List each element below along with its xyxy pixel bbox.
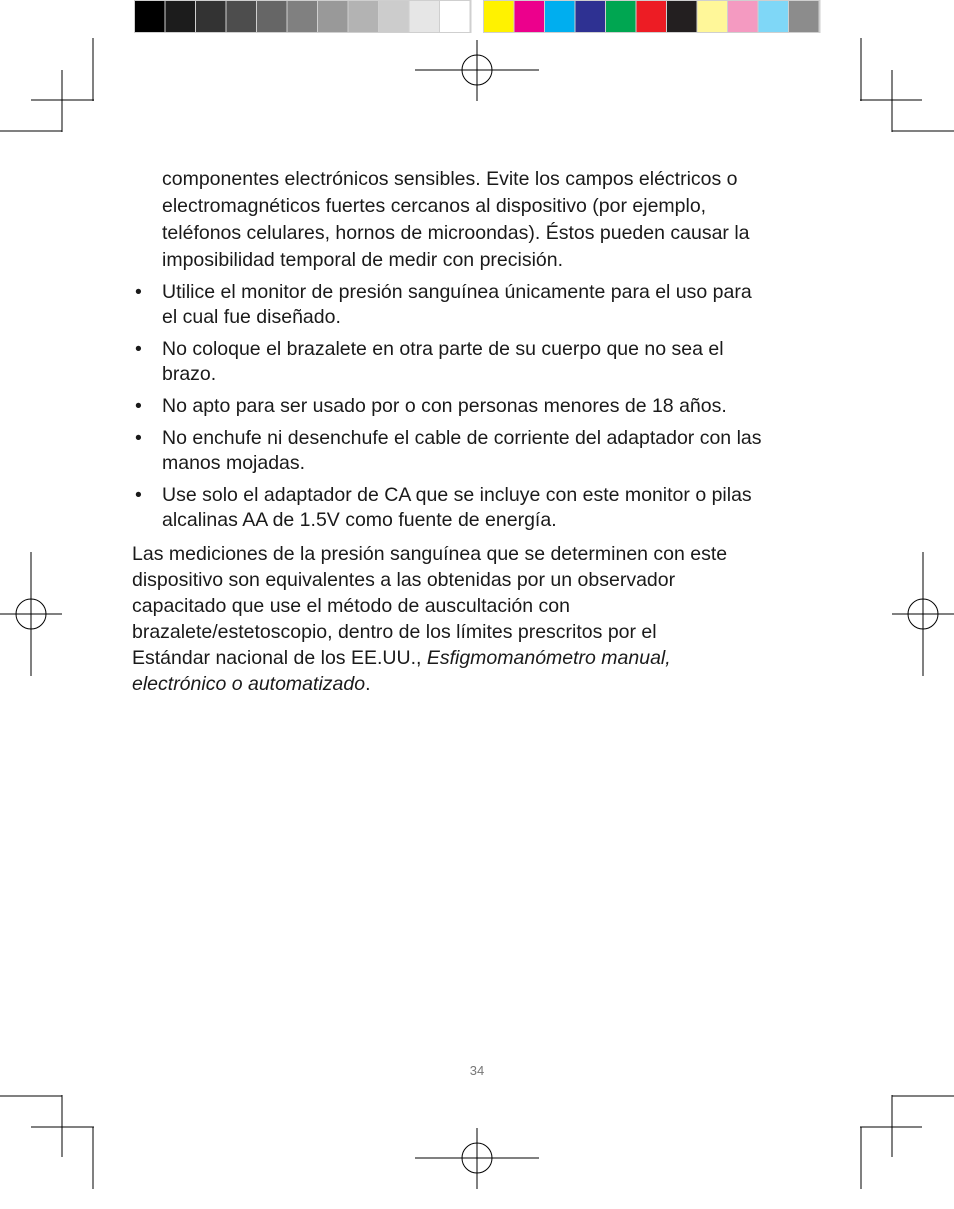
list-item-text: Use solo el adaptador de CA que se incluye con este monitor o pilas alcalinas AA de 1.5V como fuente de energía.: [162, 484, 752, 531]
list-item: [132, 483, 772, 533]
page-content: [132, 166, 772, 697]
closing-paragraph-text: Las mediciones de la presión sanguínea que se determinen con este dispositivo son equivalentes a las obtenidas por un observador capacitado que use el método de auscultación con brazalete/estetoscopio, dentro de los límites prescritos por el Estándar nacional de los EE.UU.,: [132, 543, 728, 669]
registration-target: [415, 1128, 539, 1189]
bullet-icon: •: [135, 484, 142, 506]
list-item: [132, 394, 772, 419]
list-item: [132, 280, 772, 330]
list-item-text: No apto para ser usado por o con personas menores de 18 años.: [162, 395, 727, 417]
closing-paragraph-end: .: [365, 673, 371, 695]
bullet-icon: •: [135, 427, 142, 449]
registration-target: [415, 40, 539, 101]
warning-list: [132, 280, 772, 533]
bullet-icon: •: [135, 338, 142, 360]
list-item-text: Utilice el monitor de presión sanguínea únicamente para el uso para el cual fue diseñado.: [162, 281, 752, 328]
list-item-text: No coloque el brazalete en otra parte de su cuerpo que no sea el brazo.: [162, 338, 724, 385]
registration-target: [892, 552, 954, 676]
page-number: 34: [469, 1063, 485, 1078]
list-item: [132, 426, 772, 476]
continuation-paragraph: componentes electrónicos sensibles. Evite los campos eléctricos o electromagnéticos fuertes cercanos al dispositivo (por ejemplo, teléfonos celulares, hornos de microondas). Éstos pueden causar la imposibilidad temporal de medir con precisión.: [162, 168, 750, 271]
bullet-icon: •: [135, 395, 142, 417]
list-item: [132, 337, 772, 387]
list-item-text: No enchufe ni desenchufe el cable de corriente del adaptador con las manos mojadas.: [162, 427, 762, 474]
registration-target: [0, 552, 62, 676]
standard-title: Esfigmomanómetro manual, electrónico o automatizado: [132, 647, 671, 695]
bullet-icon: •: [135, 281, 142, 303]
closing-paragraph: [132, 541, 772, 697]
